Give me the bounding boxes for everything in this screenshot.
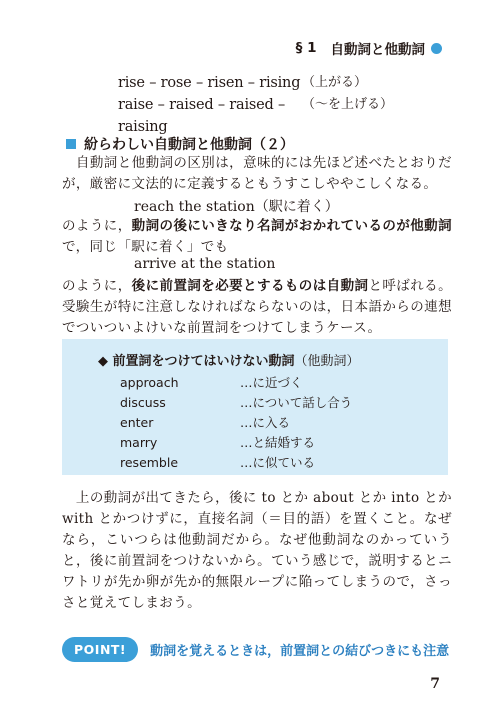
box-title-text: 前置詞をつけてはいけない動詞 — [112, 354, 295, 369]
verb-meaning: …に似ている — [240, 455, 316, 470]
para3-bold: 後に前置詞を必要とするものは自動詞 — [131, 278, 369, 294]
para2-pre: のように， — [62, 218, 132, 234]
list-item — [120, 432, 352, 452]
para3-post: と呼ばれる。受験生が特に注意しなければならないのは，日本語からの連想でついついよけいな前置詞をつけてしまうケース。 — [62, 278, 452, 336]
section-title: 紛らわしい自動詞と他動詞（２） — [84, 137, 294, 153]
paragraph-1: 自動詞と他動詞の区別は，意味的には先ほど述べたとおりだが，厳密に文法的に定義するともうすこしややこしくなる。 — [62, 155, 452, 192]
paragraph-4: 上の動詞が出てきたら，後に to とか about とか into とか with とかつけずに，直接名詞（＝目的語）を置くこと。なぜなら，こいつらは他動詞だから。なぜ他動詞なのかっていうと，後に前置詞をつけないから。ていう感じで，説明するとニワトリが先か卵が先か的無限ループに陥ってしまうので，さっさと覚えてしまおう。 — [62, 490, 452, 611]
page-number: 7 — [430, 676, 440, 692]
blue-dot-icon — [431, 43, 442, 54]
running-header — [296, 38, 442, 58]
point-badge: POINT! — [62, 637, 138, 662]
verb-form-meaning: （〜を上げる） — [302, 97, 394, 112]
verb-meaning: …について話し合う — [240, 395, 353, 410]
list-item — [120, 412, 352, 432]
section-number: § 1 — [295, 40, 317, 56]
para3-pre: のように， — [62, 278, 132, 294]
verb-form-meaning: （上がる） — [302, 75, 368, 90]
list-item — [120, 452, 352, 472]
verb-forms — [118, 72, 393, 138]
verb-word: approach — [120, 374, 179, 390]
paragraph-3 — [62, 276, 452, 339]
verb-meaning: …と結婚する — [240, 435, 316, 450]
verb-form-row — [118, 72, 393, 94]
example-arrive: arrive at the station — [134, 256, 276, 272]
point-text: 動詞を覚えるときは，前置詞との結びつきにも注意 — [150, 644, 450, 659]
verb-list — [120, 372, 352, 472]
verb-form-words: raise – raised – raised – raising — [118, 97, 286, 135]
paragraph-2 — [62, 216, 452, 258]
para2-bold: 動詞の後にいきなり名詞がおかれているのが他動詞 — [131, 218, 453, 234]
verb-word: enter — [120, 414, 154, 430]
verb-meaning: …に近づく — [240, 375, 303, 390]
square-bullet-icon — [66, 139, 76, 149]
section-heading — [66, 134, 294, 154]
box-title-note: （他動詞） — [294, 354, 360, 369]
box-title — [98, 350, 360, 369]
verb-form-row — [118, 94, 393, 138]
chapter-title: 自動詞と他動詞 — [330, 42, 425, 58]
verb-word: resemble — [120, 454, 179, 470]
diamond-bullet-icon: ◆ — [98, 354, 108, 369]
verb-list-box — [62, 339, 448, 475]
example-reach: reach the station（駅に着く） — [134, 199, 339, 215]
verb-word: marry — [120, 434, 158, 450]
para2-post: で，同じ「駅に着く」でも — [62, 239, 229, 255]
point-callout — [62, 637, 449, 662]
verb-word: discuss — [120, 394, 166, 410]
verb-form-words: rise – rose – risen – rising — [118, 75, 301, 91]
list-item — [120, 372, 352, 392]
list-item — [120, 392, 352, 412]
verb-meaning: …に入る — [240, 415, 291, 430]
